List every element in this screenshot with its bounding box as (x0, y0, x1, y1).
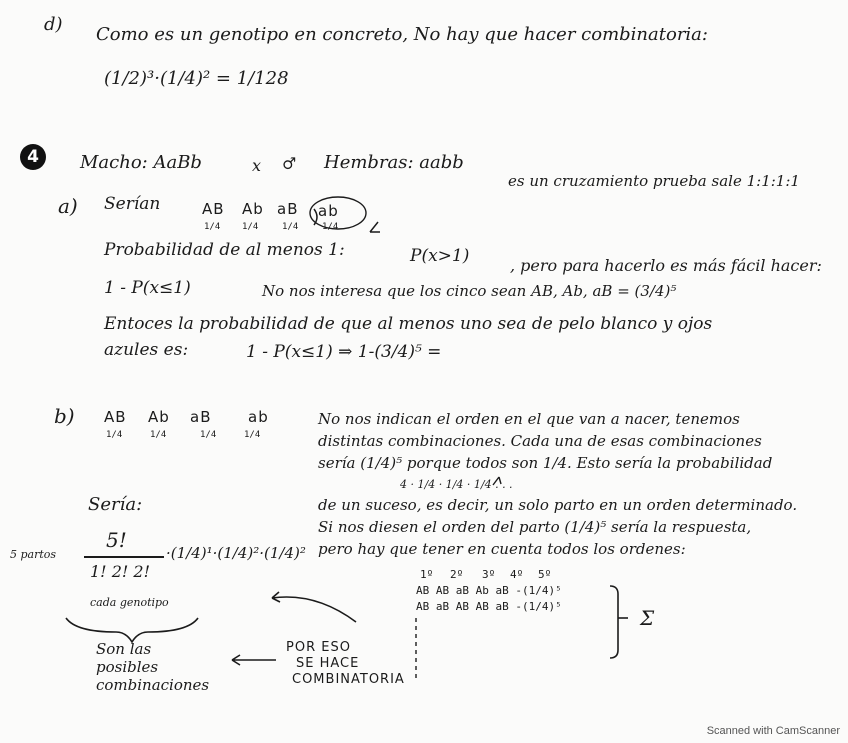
explanation-line-1: No nos indican el orden en el que van a nacer, tenemos (318, 410, 740, 428)
genotype-b-0: AB (104, 408, 127, 426)
partos-label: 5 partos (10, 548, 57, 561)
part-b-label: b) (54, 404, 75, 428)
genotype-a-0: AB (202, 200, 225, 218)
combinatoria-label: COMBINATORIA (292, 672, 405, 687)
complement-text: No nos interesa que los cinco sean AB, Ab, aB = (3/4)⁵ (262, 282, 677, 300)
explanation-line-2: distintas combinaciones. Cada una de esas combinaciones (318, 432, 762, 450)
cross-note: es un cruzamiento prueba sale 1:1:1:1 (508, 172, 800, 190)
small-arrow (370, 222, 380, 232)
prob-b-1: 1/4 (150, 430, 167, 440)
powers-expr: ·(1/4)¹·(1/4)²·(1/4)² (166, 544, 306, 562)
son-las-label: Son las (96, 640, 152, 658)
serian-text: Serían (104, 194, 161, 214)
part-d-formula: (1/2)³·(1/4)² = 1/128 (104, 68, 289, 89)
entonces-text: Entoces la probabilidad de que al menos uno sea de pelo blanco y ojos (104, 314, 713, 334)
order-h-1: 2º (450, 568, 464, 581)
part-d-text: Como es un genotipo en concreto, No hay que hacer combinatoria: (96, 24, 708, 45)
order-h-0: 1º (420, 568, 434, 581)
prob-a-2: 1/4 (282, 222, 299, 232)
prob-line-tail: , pero para hacerlo es más fácil hacer: (510, 256, 822, 275)
explanation-line-6: Si nos diesen el orden del parto (1/4)⁵ sería la respuesta, (318, 518, 752, 536)
order-row-2: AB aB AB AB aB -(1/4)⁵ (416, 600, 562, 613)
order-h-3: 4º (510, 568, 524, 581)
fraction-bar (84, 556, 164, 558)
curved-arrow (272, 592, 356, 622)
brace-bottom (66, 618, 198, 642)
explanation-line-3: sería (1/4)⁵ porque todos son 1/4. Esto sería la probabilidad (318, 454, 773, 472)
explanation-line-4: 4 · 1/4 · 1/4 · 1/4 . . . (400, 478, 513, 491)
complement-expr: 1 - P(x≤1) (104, 278, 191, 298)
sigma-symbol: Σ (640, 606, 655, 630)
prob-a-3: 1/4 (322, 222, 339, 232)
explanation-line-5: de un suceso, es decir, un solo parto en un orden determinado. (318, 496, 798, 514)
prob-b-2: 1/4 (200, 430, 217, 440)
genotype-a-3: ab (318, 202, 339, 220)
part-a-label: a) (58, 194, 78, 218)
order-row-1: AB AB aB Ab aB -(1/4)⁵ (416, 584, 562, 597)
prob-a-1: 1/4 (242, 222, 259, 232)
numerator: 5! (106, 528, 127, 552)
genotype-b-3: ab (248, 408, 269, 426)
genotype-a-1: Ab (242, 200, 264, 218)
azules-text: azules es: (104, 340, 189, 360)
scanner-watermark: Scanned with CamScanner (706, 725, 840, 737)
cada-genotipo-label: cada genotipo (90, 596, 169, 609)
problem-number-badge: 4 (20, 144, 46, 170)
macho-label: Macho: AaBb (80, 152, 202, 173)
se-hace-label: SE HACE (296, 656, 360, 671)
genotype-a-2: aB (277, 200, 299, 218)
por-eso-label: POR ESO (286, 640, 351, 655)
part-d-label: d) (44, 14, 63, 35)
seria-label: Sería: (88, 494, 143, 515)
order-h-4: 5º (538, 568, 552, 581)
cross-symbol: x (252, 156, 262, 175)
prob-b-3: 1/4 (244, 430, 261, 440)
posibles-label: posibles (96, 658, 159, 676)
genotype-b-2: aB (190, 408, 212, 426)
arrow-left (232, 655, 276, 665)
prob-b-0: 1/4 (106, 430, 123, 440)
explanation-line-7: pero hay que tener en cuenta todos los ordenes: (318, 540, 686, 558)
hembras-label: Hembras: aabb (324, 152, 464, 173)
result-expr: 1 - P(x≤1) ⇒ 1-(3/4)⁵ = (246, 342, 442, 362)
combinaciones-label: combinaciones (96, 676, 210, 694)
order-h-2: 3º (482, 568, 496, 581)
prob-a-0: 1/4 (204, 222, 221, 232)
bracket-right (610, 586, 618, 658)
prob-at-least-one: Probabilidad de al menos 1: (104, 240, 345, 260)
denominator: 1! 2! 2! (90, 562, 150, 581)
male-symbol: ♂ (282, 154, 297, 173)
px-expression: P(x>1) (410, 246, 470, 266)
genotype-b-1: Ab (148, 408, 170, 426)
